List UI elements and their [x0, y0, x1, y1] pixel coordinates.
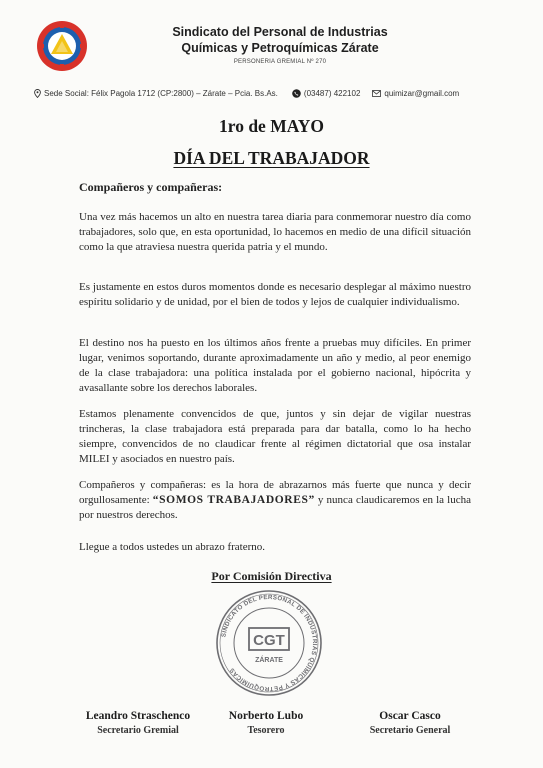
personeria-gremial: PERSONERIA GREMIAL Nº 270 [233, 59, 327, 65]
salutation: Compañeros y compañeras: [79, 180, 223, 194]
title-date: 1ro de MAYO [219, 116, 324, 136]
paragraph-5-start: Compañeros y compañeras: es la hora de abrazarnos más fuerte que nunca y decir orgullosamente: [79, 479, 471, 506]
org-header [100, 24, 460, 65]
org-name-line1: Sindicato del Personal de Industrias [172, 25, 388, 39]
union-logo [36, 20, 88, 72]
slogan: “SOMOS TRABAJADORES” [152, 494, 315, 506]
union-seal-stamp [213, 588, 325, 698]
location-pin-icon [34, 89, 41, 98]
signature-block [68, 710, 208, 736]
signer-role: Tesorero [247, 725, 285, 736]
title-main-text: DÍA DEL TRABAJADOR [173, 148, 370, 168]
phone-icon [292, 89, 301, 98]
paragraph-1: Una vez más hacemos un alto en nuestra tarea diaria para conmemorar nuestro día como trabajadores, solo que, en esta oportunidad, lo hacemos en medio de una difícil situación como la que atraviesa nuestra querida patria y el mundo. [79, 211, 471, 253]
title-main [0, 148, 543, 169]
paragraph-2: Es justamente en estos duros momentos donde es necesario desplegar al máximo nuestro espíritu solidario y de unidad, por el bien de todos y lejos de cualquier individualismo. [79, 281, 471, 308]
signature-block [340, 710, 480, 736]
phone-text: (03487) 422102 [303, 88, 361, 98]
address-item [34, 89, 278, 98]
email-item [372, 89, 459, 98]
phone-item [292, 89, 361, 98]
comision-directiva [0, 569, 543, 584]
signer-role: Secretario General [369, 725, 451, 736]
address-text: Sede Social: Félix Pagola 1712 (CP:2800) – Zárate – Pcia. Bs.As. [44, 88, 278, 98]
seal-center-text: CGT [253, 632, 285, 649]
signer-role: Secretario Gremial [97, 725, 179, 736]
paragraph-4: Estamos plenamente convencidos de que, juntos y sin dejar de vigilar nuestras trincheras, la clase trabajadora está preparada para dar batalla, como lo ha hecho siempre, convencidos de no claudicar frente al régimen dictatorial que osa instalar MILEI y asociados en nuestro país. [79, 408, 471, 465]
paragraph-5 [79, 478, 471, 523]
seal-ring-text: SINDICATO DEL PERSONAL DE INDUSTRIAS QUÍMICAS Y PETROQUÍMICAS [220, 593, 319, 693]
signature-block [196, 710, 336, 736]
comision-text: Por Comisión Directiva [211, 569, 332, 583]
paragraph-6: Llegue a todos ustedes un abrazo fraterno. [79, 541, 266, 553]
org-name-line2: Químicas y Petroquímicas Zárate [181, 41, 379, 55]
mail-icon [372, 90, 381, 97]
email-text: quimizar@gmail.com [384, 88, 460, 98]
contact-bar [34, 86, 514, 100]
seal-city-text: ZÁRATE [255, 657, 283, 664]
paragraph-3: El destino nos ha puesto en los últimos años frente a pruebas muy difíciles. En primer lugar, venimos soportando, durante aproximadamente un año y medio, al peor enemigo de la clase trabajadora: una política instalada por el gobierno nacional, hipócrita y avasallante sobre los derechos laborales. [79, 337, 471, 394]
signer-name: Leandro Straschenco [85, 710, 191, 722]
signer-name: Norberto Lubo [228, 710, 304, 722]
paragraph-5-end: y nunca claudicaremos en la lucha por nuestros derechos. [79, 494, 471, 521]
signer-name: Oscar Casco [379, 710, 441, 722]
